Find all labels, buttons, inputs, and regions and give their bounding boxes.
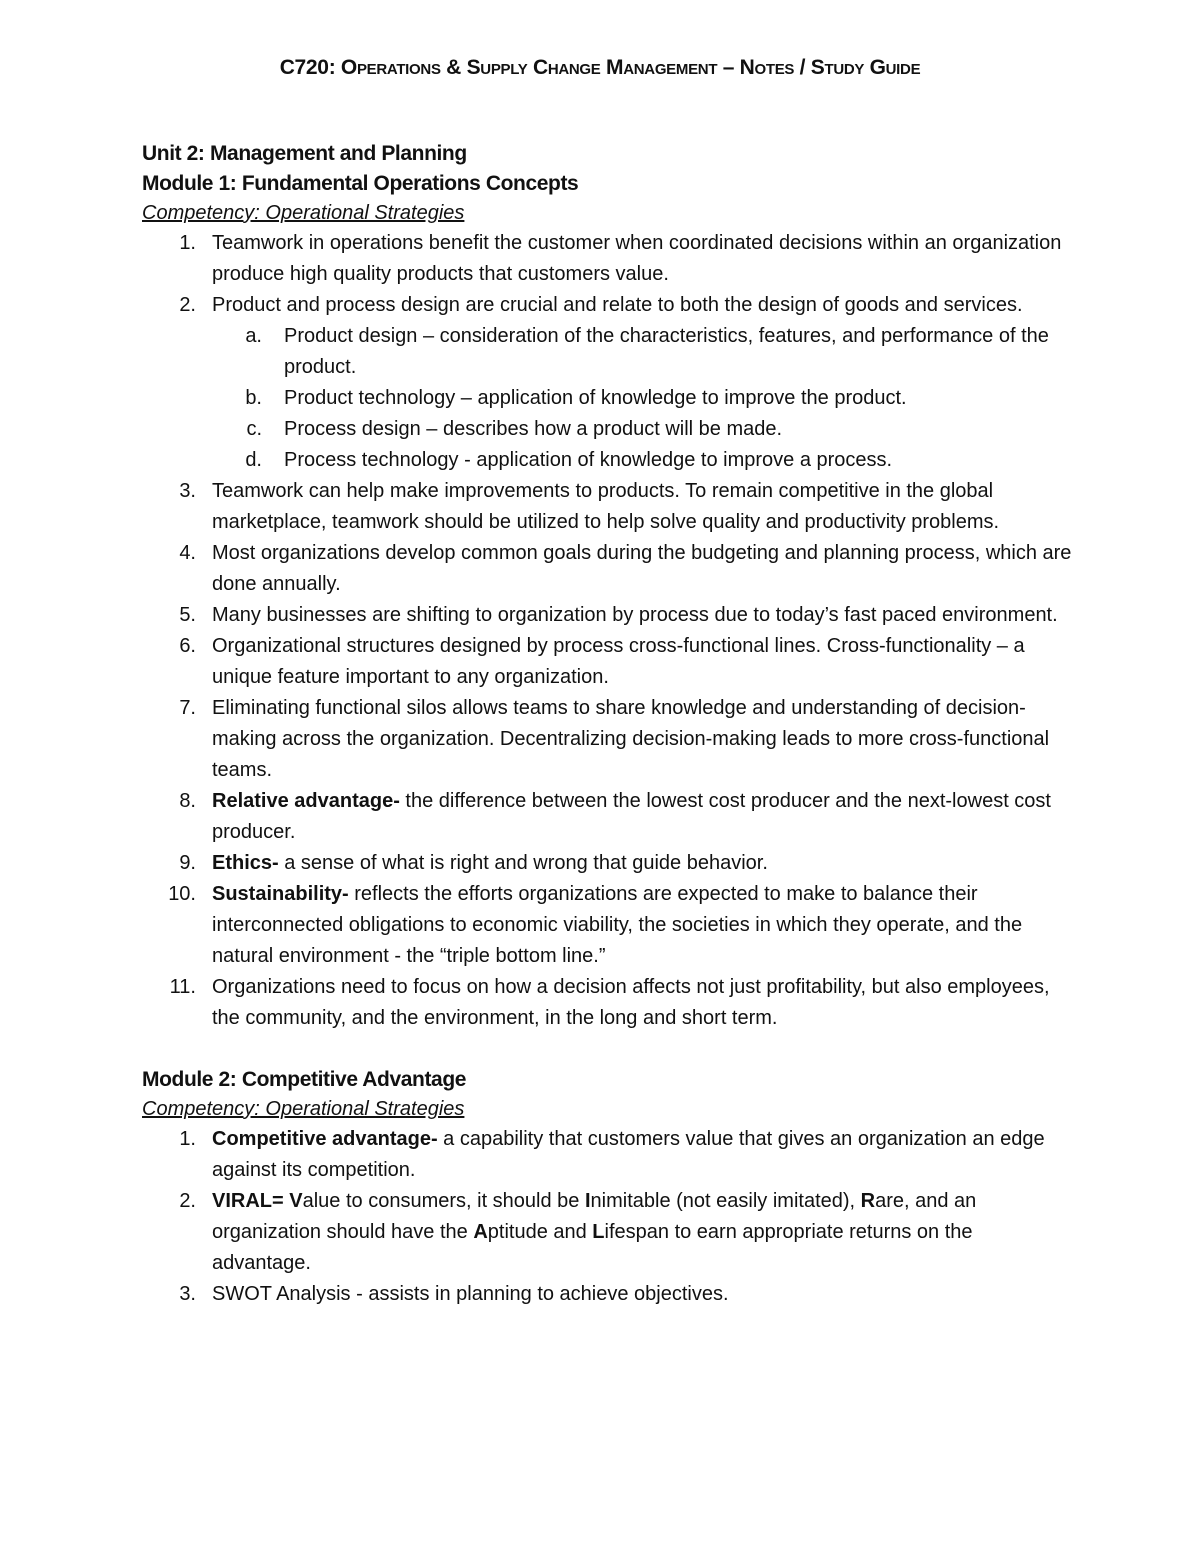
list-item xyxy=(142,228,1072,290)
item-number: 8. xyxy=(179,790,196,812)
module-2-list xyxy=(142,1124,1072,1310)
module-1-heading: Module 1: Fundamental Operations Concepts xyxy=(142,172,579,195)
viral-letter-a: A xyxy=(473,1221,488,1243)
viral-text: nimitable (not easily imitated), xyxy=(590,1190,861,1212)
module-2-competency: Competency: Operational Strategies xyxy=(142,1098,465,1120)
item-text: Organizations need to focus on how a decision affects not just profitability, but also employees, the community, and the environment, in the long and short term. xyxy=(212,976,1050,1029)
list-item xyxy=(142,1279,1072,1310)
item-number: 9. xyxy=(179,852,196,874)
viral-letter-l: L xyxy=(592,1221,605,1243)
item-number: 1. xyxy=(179,232,196,254)
item-number: 3. xyxy=(179,1283,196,1305)
list-item xyxy=(142,972,1072,1034)
sub-item-letter: d. xyxy=(245,449,262,471)
sub-list-item xyxy=(212,321,1072,383)
item-term: Competitive advantage- xyxy=(212,1128,438,1150)
viral-letter-i: I xyxy=(584,1190,591,1212)
item-text: Product and process design are crucial and relate to both the design of goods and services. xyxy=(212,294,1023,316)
item-number: 4. xyxy=(179,542,196,564)
sub-item-text: Product design – consideration of the characteristics, features, and performance of the product. xyxy=(284,325,1049,378)
sub-item-letter: c. xyxy=(246,418,262,440)
item-text: a sense of what is right and wrong that guide behavior. xyxy=(278,852,768,874)
item-text: Many businesses are shifting to organization by process due to today’s fast paced environment. xyxy=(212,604,1058,626)
item-number: 3. xyxy=(179,480,196,502)
viral-term: VIRAL= xyxy=(212,1190,290,1212)
item-text: SWOT Analysis - assists in planning to achieve objectives. xyxy=(212,1283,729,1305)
viral-letter-v: V xyxy=(289,1190,303,1212)
module-2-heading: Module 2: Competitive Advantage xyxy=(142,1068,467,1091)
item-text: Most organizations develop common goals during the budgeting and planning process, which are done annually. xyxy=(212,542,1072,595)
item-number: 2. xyxy=(179,1190,196,1212)
item-text: the difference between the lowest cost producer and the next-lowest cost producer. xyxy=(212,790,1051,843)
list-item xyxy=(142,879,1072,972)
list-item xyxy=(142,631,1072,693)
viral-text: ifespan to earn appropriate returns on the advantage. xyxy=(212,1221,973,1274)
document-title: C720: Operations & Supply Change Management – Notes / Study Guide xyxy=(279,56,921,79)
item-text: a capability that customers value that gives an organization an edge against its competition. xyxy=(212,1128,1045,1181)
sub-item-text: Process design – describes how a product will be made. xyxy=(284,418,783,440)
viral-text: alue to consumers, it should be xyxy=(302,1190,585,1212)
list-item xyxy=(142,1186,1072,1279)
sub-item-letter: a. xyxy=(245,325,262,347)
list-item xyxy=(142,600,1072,631)
list-item xyxy=(142,476,1072,538)
item-text: Teamwork can help make improvements to products. To remain competitive in the global marketplace, teamwork should be utilized to help solve quality and productivity problems. xyxy=(212,480,1000,533)
item-number: 7. xyxy=(179,697,196,719)
item-text: Organizational structures designed by process cross-functional lines. Cross-functionality – a unique feature important to any organization. xyxy=(212,635,1025,688)
viral-text: ptitude and xyxy=(487,1221,593,1243)
item-text: reflects the efforts organizations are expected to make to balance their interconnected obligations to economic viability, the societies in which they operate, and the natural environment - the “triple bottom line.” xyxy=(212,883,1023,967)
list-item xyxy=(142,786,1072,848)
sub-list-item xyxy=(212,445,1072,476)
item-number: 1. xyxy=(179,1128,196,1150)
sub-list-item xyxy=(212,414,1072,445)
list-item xyxy=(142,693,1072,786)
section-spacer xyxy=(142,1034,1072,1065)
item-number: 6. xyxy=(179,635,196,657)
sub-item-text: Product technology – application of knowledge to improve the product. xyxy=(284,387,907,409)
sub-item-letter: b. xyxy=(245,387,262,409)
module-1-competency: Competency: Operational Strategies xyxy=(142,202,465,224)
item-term: Relative advantage- xyxy=(212,790,400,812)
item-term: Ethics- xyxy=(212,852,279,874)
sub-item-text: Process technology - application of knowledge to improve a process. xyxy=(284,449,893,471)
item-text: Teamwork in operations benefit the customer when coordinated decisions within an organization produce high quality products that customers value. xyxy=(212,232,1062,285)
list-item xyxy=(142,848,1072,879)
item-term: Sustainability- xyxy=(212,883,349,905)
list-item xyxy=(142,1124,1072,1186)
document-body xyxy=(142,139,1072,1310)
item-number: 5. xyxy=(179,604,196,626)
item-text: Eliminating functional silos allows teams to share knowledge and understanding of decision-making across the organization. Decentralizing decision-making leads to more cross-functional teams. xyxy=(212,697,1050,781)
list-item xyxy=(142,290,1072,476)
module-1-list xyxy=(142,228,1072,1034)
item-number: 11. xyxy=(169,976,196,998)
sub-list-item xyxy=(212,383,1072,414)
item-number: 2. xyxy=(179,294,196,316)
viral-letter-r: R xyxy=(860,1190,876,1212)
viral-text: are, and an organization should have the xyxy=(212,1190,977,1243)
unit-heading: Unit 2: Management and Planning xyxy=(142,142,467,165)
list-item xyxy=(142,538,1072,600)
item-number: 10. xyxy=(168,883,196,905)
sub-list xyxy=(212,321,1072,476)
